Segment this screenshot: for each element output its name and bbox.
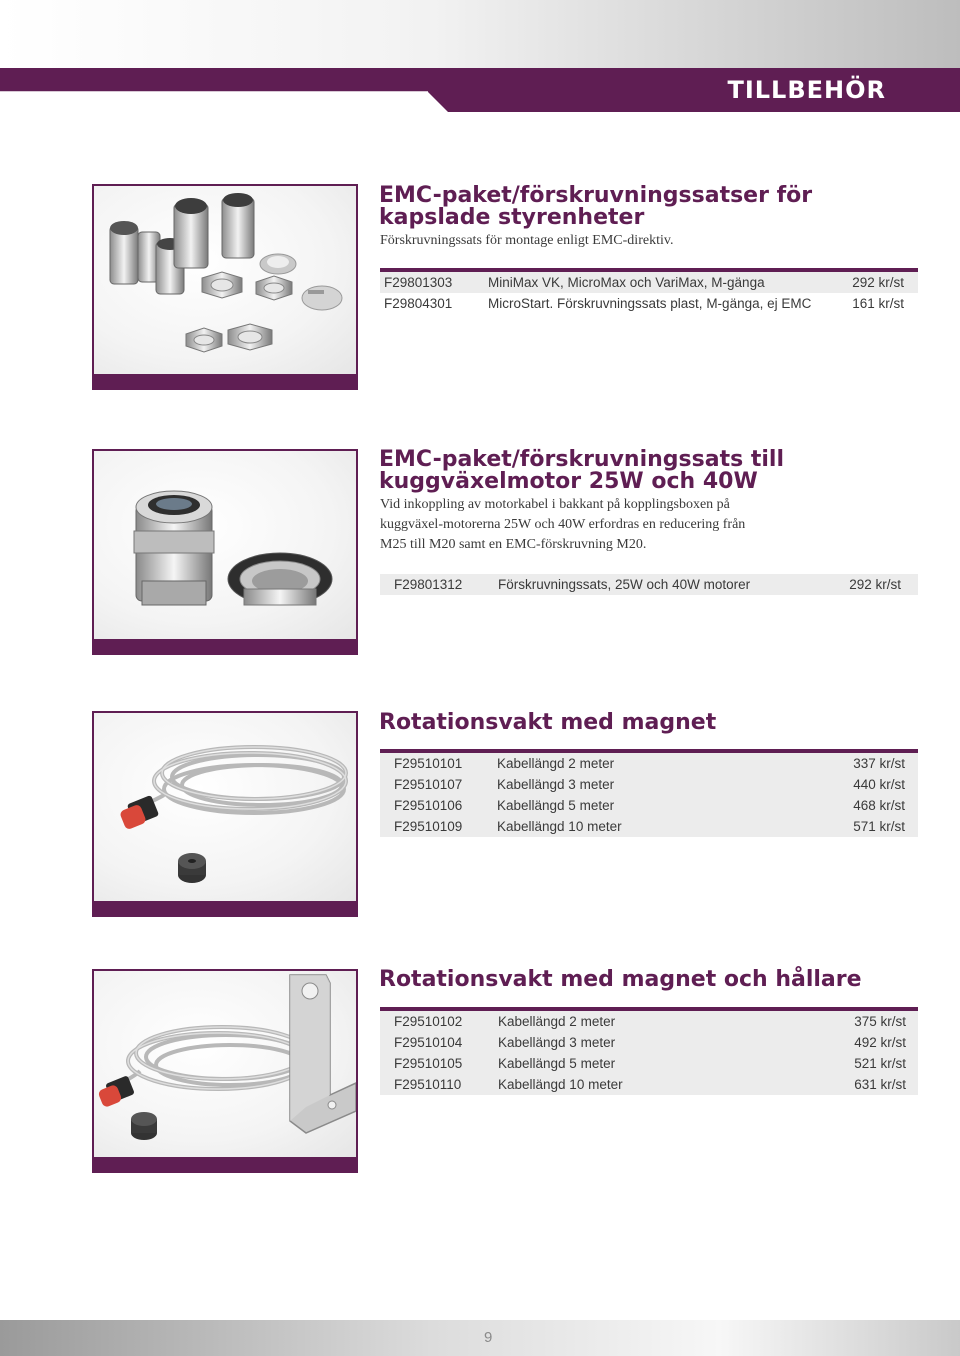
image-bottom-bar bbox=[92, 901, 358, 917]
article-description: Kabellängd 5 meter bbox=[498, 1056, 616, 1071]
article-number: F29510102 bbox=[394, 1014, 463, 1029]
top-gradient-strip bbox=[0, 0, 960, 70]
table-row bbox=[380, 574, 918, 595]
image-bottom-bar bbox=[92, 639, 358, 655]
section-title: Rotationsvakt med magnet och hållare bbox=[379, 967, 862, 992]
table-row bbox=[380, 816, 918, 837]
article-price: 375 kr/st bbox=[854, 1014, 906, 1029]
table-row bbox=[380, 753, 918, 774]
article-description: Kabellängd 5 meter bbox=[497, 798, 615, 813]
article-price: 292 kr/st bbox=[852, 275, 904, 290]
article-number: F29510105 bbox=[394, 1056, 463, 1071]
article-number: F29510110 bbox=[394, 1077, 462, 1092]
table-row bbox=[380, 1011, 918, 1032]
table-row bbox=[380, 774, 918, 795]
article-price: 468 kr/st bbox=[853, 798, 905, 813]
table-row bbox=[380, 1074, 918, 1095]
table-row bbox=[380, 1032, 918, 1053]
article-description: Kabellängd 3 meter bbox=[497, 777, 615, 792]
article-description: Kabellängd 3 meter bbox=[498, 1035, 616, 1050]
table-row bbox=[380, 293, 918, 314]
article-number: F29804301 bbox=[384, 296, 453, 311]
price-table bbox=[380, 574, 918, 595]
section-description: Förskruvningssats för montage enligt EMC-direktiv. bbox=[380, 233, 674, 248]
sensor-cable-magnet-image bbox=[92, 711, 358, 901]
article-price: 161 kr/st bbox=[852, 296, 904, 311]
article-price: 292 kr/st bbox=[849, 577, 901, 592]
price-table bbox=[380, 1007, 918, 1095]
section-title: EMC-paket/förskruvningssatser för kapslade styrenheter bbox=[379, 183, 813, 230]
bottom-gradient-strip bbox=[0, 1320, 960, 1356]
section-description: Vid inkoppling av motorkabel i bakkant på kopplingsboxen på kuggväxel-motorerna 25W och 40W erfordras en reducering från M25 till M20 samt en EMC-förskruvning M20. bbox=[380, 497, 746, 552]
cable-glands-and-nuts-image bbox=[92, 184, 358, 374]
article-number: F29510106 bbox=[394, 798, 463, 813]
article-price: 492 kr/st bbox=[854, 1035, 906, 1050]
article-description: MiniMax VK, MicroMax och VariMax, M-gänga bbox=[488, 275, 765, 290]
table-row bbox=[380, 272, 918, 293]
article-number: F29801312 bbox=[394, 577, 463, 592]
article-number: F29510101 bbox=[394, 756, 463, 771]
price-table bbox=[380, 268, 918, 314]
article-number: F29510109 bbox=[394, 819, 463, 834]
price-table bbox=[380, 749, 918, 837]
article-price: 337 kr/st bbox=[853, 756, 905, 771]
image-bottom-bar bbox=[92, 1157, 358, 1173]
article-number: F29510104 bbox=[394, 1035, 463, 1050]
article-price: 571 kr/st bbox=[853, 819, 905, 834]
section-title: EMC-paket/förskruvningssats till kuggväxelmotor 25W och 40W bbox=[379, 447, 784, 494]
cable-gland-and-reducer-image bbox=[92, 449, 358, 639]
article-description: Kabellängd 2 meter bbox=[497, 756, 615, 771]
image-bottom-bar bbox=[92, 374, 358, 390]
article-number: F29801303 bbox=[384, 275, 453, 290]
article-description: Kabellängd 10 meter bbox=[497, 819, 622, 834]
article-number: F29510107 bbox=[394, 777, 463, 792]
article-price: 631 kr/st bbox=[854, 1077, 906, 1092]
page-number: 9 bbox=[484, 1329, 493, 1346]
page-category-title: TILLBEHÖR bbox=[727, 76, 886, 104]
article-description: Kabellängd 10 meter bbox=[498, 1077, 623, 1092]
article-description: Kabellängd 2 meter bbox=[498, 1014, 616, 1029]
table-row bbox=[380, 1053, 918, 1074]
article-price: 440 kr/st bbox=[853, 777, 905, 792]
article-description: MicroStart. Förskruvningssats plast, M-gänga, ej EMC bbox=[488, 296, 812, 311]
sensor-cable-magnet-bracket-image bbox=[92, 969, 358, 1157]
article-description: Förskruvningssats, 25W och 40W motorer bbox=[498, 577, 751, 592]
table-row bbox=[380, 795, 918, 816]
section-title: Rotationsvakt med magnet bbox=[379, 710, 717, 735]
article-price: 521 kr/st bbox=[854, 1056, 906, 1071]
